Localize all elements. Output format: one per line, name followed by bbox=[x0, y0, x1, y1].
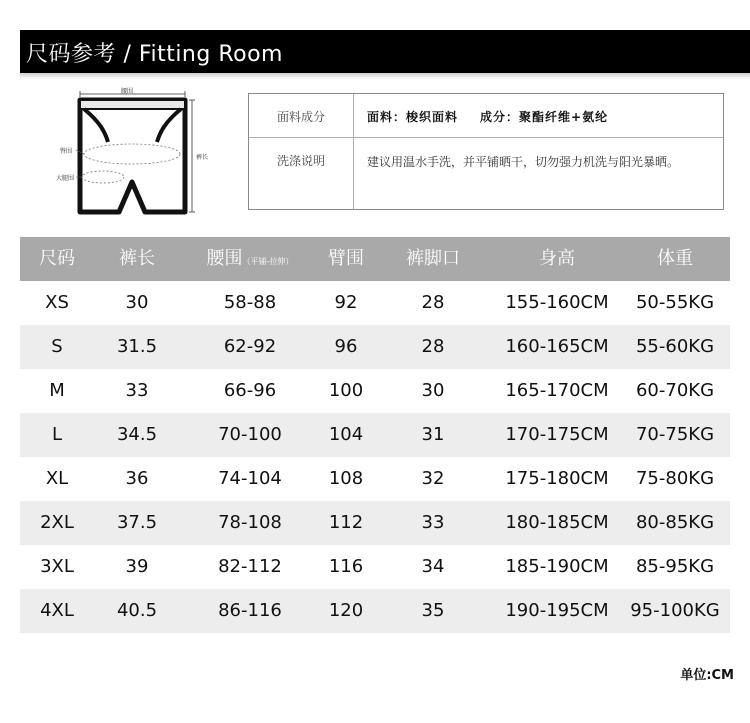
cell-waist: 82-112 bbox=[218, 556, 282, 577]
cell-height: 185-190CM bbox=[505, 556, 609, 577]
cell-waist: 70-100 bbox=[218, 424, 282, 445]
cell-height: 165-170CM bbox=[505, 380, 609, 401]
cell-waist: 74-104 bbox=[218, 468, 282, 489]
table-row bbox=[20, 413, 730, 457]
cell-weight: 85-95KG bbox=[635, 556, 715, 577]
info-divider bbox=[353, 94, 354, 209]
header-leg-opening: 裤脚口 bbox=[406, 248, 460, 269]
cell-hip: 108 bbox=[328, 468, 364, 489]
hip-label: 臀围 bbox=[60, 148, 73, 155]
thigh-label: 大腿围 bbox=[56, 175, 75, 182]
cell-weight: 55-60KG bbox=[635, 336, 715, 357]
cell-hip: 96 bbox=[334, 336, 358, 357]
cell-weight: 60-70KG bbox=[635, 380, 715, 401]
table-row bbox=[20, 281, 730, 325]
fabric-composition: 成分：聚酯纤维+氨纶 bbox=[480, 110, 609, 124]
table-row bbox=[20, 501, 730, 545]
cell-size: XL bbox=[45, 468, 69, 489]
cell-length: 40.5 bbox=[116, 600, 158, 621]
cell-height: 180-185CM bbox=[505, 512, 609, 533]
header-weight: 体重 bbox=[657, 248, 693, 269]
cell-size: 3XL bbox=[40, 556, 74, 577]
title-bar bbox=[20, 30, 750, 73]
fabric-row bbox=[249, 94, 723, 138]
cell-leg-opening: 32 bbox=[421, 468, 445, 489]
page-title: 尺码参考 / Fitting Room bbox=[26, 42, 283, 67]
cell-size: 4XL bbox=[40, 600, 74, 621]
cell-weight: 50-55KG bbox=[635, 292, 715, 313]
cell-leg-opening: 28 bbox=[421, 336, 445, 357]
cell-size: S bbox=[51, 336, 63, 357]
cell-length: 37.5 bbox=[116, 512, 158, 533]
wash-value: 建议用温水手洗，并平铺晒干，切勿强力机洗与阳光暴晒。 bbox=[367, 155, 680, 169]
cell-hip: 112 bbox=[328, 512, 364, 533]
cell-weight: 95-100KG bbox=[630, 600, 720, 621]
size-table bbox=[20, 237, 730, 633]
cell-leg-opening: 34 bbox=[421, 556, 445, 577]
cell-length: 39 bbox=[125, 556, 149, 577]
cell-height: 155-160CM bbox=[505, 292, 609, 313]
cell-size: XS bbox=[45, 292, 69, 313]
shorts-illustration bbox=[50, 82, 240, 217]
header-waist-label: 腰围 bbox=[206, 248, 243, 269]
cell-leg-opening: 31 bbox=[421, 424, 445, 445]
length-label: 裤长 bbox=[196, 154, 209, 161]
header-height: 身高 bbox=[539, 248, 575, 269]
table-row bbox=[20, 325, 730, 369]
cell-waist: 62-92 bbox=[223, 336, 277, 357]
cell-weight: 70-75KG bbox=[635, 424, 715, 445]
table-row bbox=[20, 589, 730, 633]
cell-length: 30 bbox=[125, 292, 149, 313]
header-length: 裤长 bbox=[119, 248, 155, 269]
cell-leg-opening: 28 bbox=[421, 292, 445, 313]
cell-hip: 104 bbox=[328, 424, 364, 445]
shorts-diagram bbox=[50, 82, 240, 217]
table-row bbox=[20, 545, 730, 589]
cell-height: 170-175CM bbox=[505, 424, 609, 445]
header-waist-note: （平铺-拉伸） bbox=[242, 257, 294, 266]
table-row bbox=[20, 457, 730, 501]
fabric-label: 面料成分 bbox=[276, 110, 325, 124]
cell-length: 33 bbox=[125, 380, 149, 401]
cell-hip: 120 bbox=[328, 600, 364, 621]
cell-hip: 92 bbox=[334, 292, 358, 313]
wash-label: 洗涤说明 bbox=[276, 154, 325, 168]
cell-waist: 78-108 bbox=[218, 512, 282, 533]
title-shadow bbox=[20, 73, 750, 79]
cell-hip: 116 bbox=[328, 556, 364, 577]
cell-size: 2XL bbox=[40, 512, 74, 533]
cell-waist: 86-116 bbox=[218, 600, 282, 621]
cell-weight: 80-85KG bbox=[635, 512, 715, 533]
cell-waist: 58-88 bbox=[223, 292, 277, 313]
cell-weight: 75-80KG bbox=[635, 468, 715, 489]
fabric-value bbox=[367, 108, 608, 125]
cell-height: 175-180CM bbox=[505, 468, 609, 489]
header-hip: 臂围 bbox=[328, 248, 364, 269]
cell-leg-opening: 30 bbox=[421, 380, 445, 401]
table-header bbox=[20, 237, 730, 281]
cell-size: M bbox=[49, 380, 65, 401]
cell-size: L bbox=[51, 424, 63, 445]
cell-height: 160-165CM bbox=[505, 336, 609, 357]
header-size: 尺码 bbox=[39, 248, 75, 269]
cell-leg-opening: 33 bbox=[421, 512, 445, 533]
header-waist bbox=[180, 237, 320, 281]
wash-row bbox=[249, 138, 723, 211]
table-row bbox=[20, 369, 730, 413]
cell-hip: 100 bbox=[328, 380, 364, 401]
cell-height: 190-195CM bbox=[505, 600, 609, 621]
cell-waist: 66-96 bbox=[223, 380, 277, 401]
cell-length: 36 bbox=[125, 468, 149, 489]
cell-length: 31.5 bbox=[116, 336, 158, 357]
cell-length: 34.5 bbox=[116, 424, 158, 445]
info-box bbox=[248, 93, 724, 210]
cell-leg-opening: 35 bbox=[421, 600, 445, 621]
fabric-type: 面料：梭织面料 bbox=[367, 110, 459, 124]
unit-note: 单位:CM bbox=[680, 668, 734, 683]
waist-label: 腰围 bbox=[121, 88, 134, 95]
